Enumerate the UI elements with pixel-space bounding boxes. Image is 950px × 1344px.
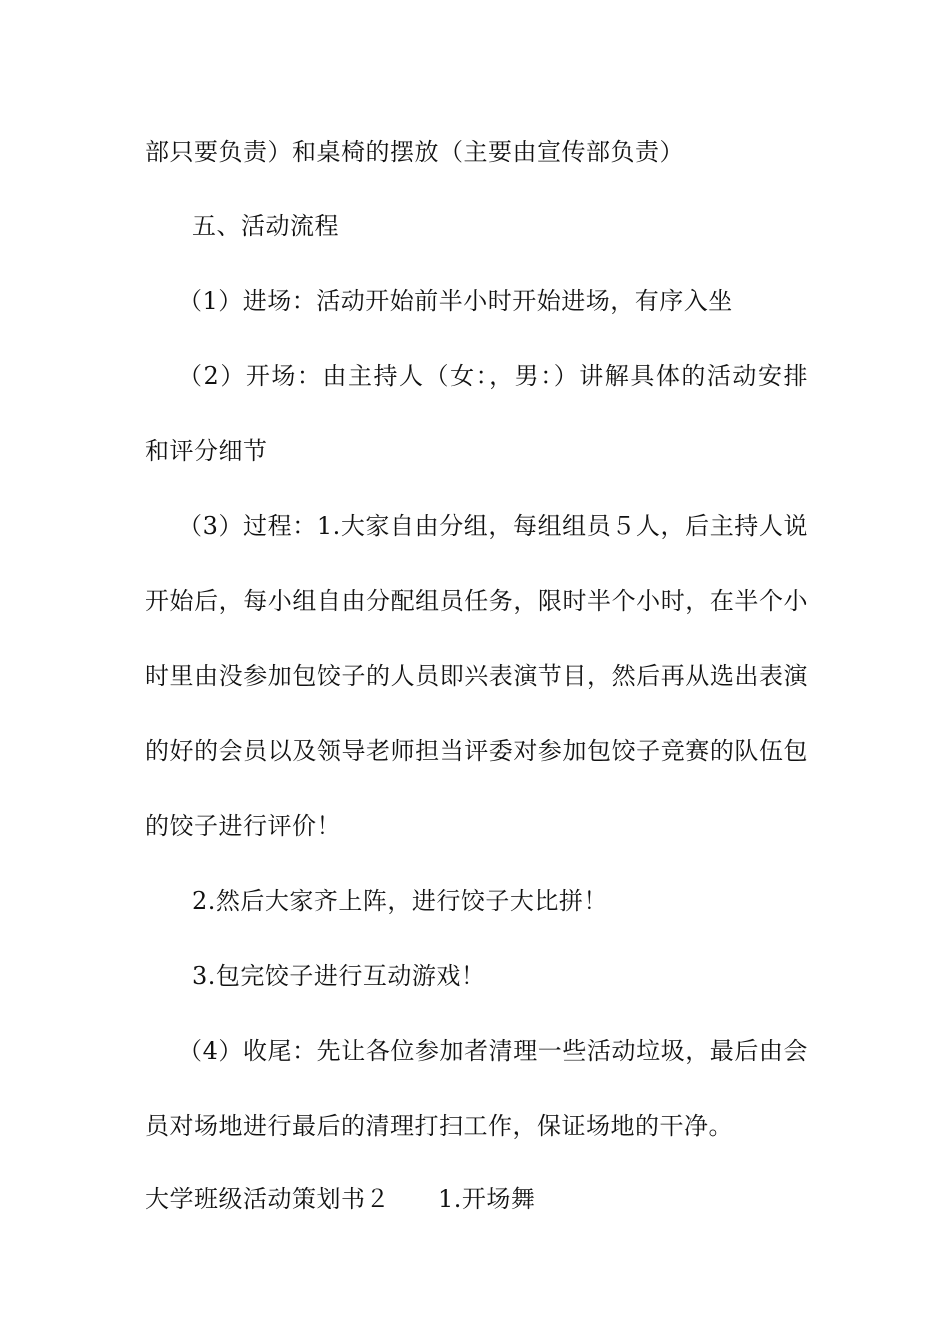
step-process-line-3: 时里由没参加包饺子的人员即兴表演节目，然后再从选出表演 — [145, 662, 808, 690]
substep-competition: 2.然后大家齐上阵，进行饺子大比拼！ — [192, 887, 608, 915]
step-opening-continued: 和评分细节 — [145, 437, 268, 465]
section-title-row — [145, 1183, 815, 1215]
section-heading-activity-flow: 五、活动流程 — [192, 212, 339, 240]
substep-game: 3.包完饺子进行互动游戏！ — [192, 962, 486, 990]
step-process-line-2: 开始后，每小组自由分配组员任务，限时半个小时，在半个小 — [145, 587, 808, 615]
step-entry: （1）进场：活动开始前半小时开始进场，有序入坐 — [178, 287, 733, 315]
step-closing: （4）收尾：先让各位参加者清理一些活动垃圾，最后由会 — [178, 1037, 808, 1065]
step-process: （3）过程：1.大家自由分组，每组组员５人，后主持人说 — [178, 512, 808, 540]
step-process-line-5: 的饺子进行评价！ — [145, 812, 341, 840]
paragraph-continuation: 部只要负责）和桌椅的摆放（主要由宣传部负责） — [145, 138, 684, 166]
step-opening: （2）开场：由主持人（女：，男：）讲解具体的活动安排 — [178, 362, 808, 390]
step-closing-continued: 员对场地进行最后的清理打扫工作，保证场地的干净。 — [145, 1112, 733, 1140]
step-process-line-4: 的好的会员以及领导老师担当评委对参加包饺子竞赛的队伍包 — [145, 737, 808, 765]
section-first-item: 1.开场舞 — [438, 1185, 536, 1213]
section-title: 大学班级活动策划书２ — [145, 1185, 390, 1213]
